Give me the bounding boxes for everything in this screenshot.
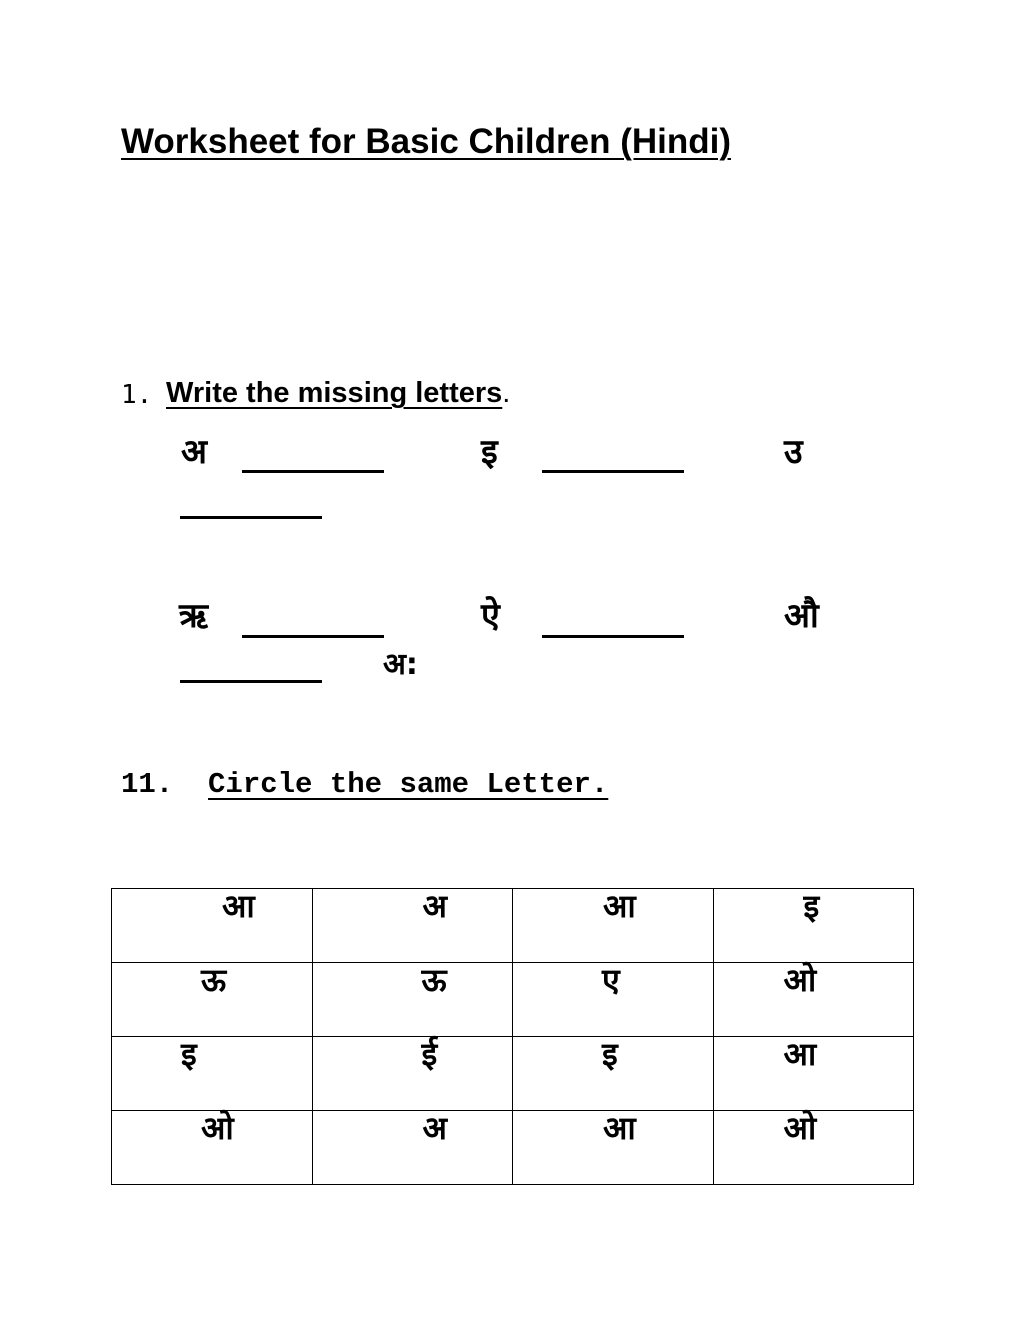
grid-cell[interactable] [513,1111,714,1185]
grid-cell-letter: आ [603,887,636,925]
grid-cell-letter: इ [803,887,820,925]
missing-letter-i: इ [481,432,498,472]
grid-cell[interactable] [713,1037,914,1111]
missing-letter-au: औ [784,596,819,636]
question-2-label [121,768,608,801]
grid-cell-letter: इ [602,1035,618,1073]
grid-cell-letter: ऊ [201,961,227,999]
grid-cell[interactable] [112,963,313,1037]
question-1-number: 1. [121,380,153,410]
grid-cell-letter: अ [422,1109,447,1147]
grid-cell[interactable] [312,963,513,1037]
missing-letter-a: अ [181,432,207,472]
missing-letter-u: उ [784,432,803,472]
answer-blank[interactable] [542,470,684,473]
missing-letter-ai: ऐ [481,596,500,636]
grid-cell-letter: आ [783,1035,817,1073]
question-1-period: . [502,377,511,409]
table-row [112,1037,914,1111]
table-row [112,963,914,1037]
grid-cell-letter: ओ [201,1109,234,1147]
grid-cell[interactable] [513,963,714,1037]
question-1-text: Write the missing letters [166,377,503,409]
answer-blank[interactable] [542,635,684,638]
missing-letter-ah: अ: [383,647,418,682]
grid-cell[interactable] [112,1111,313,1185]
grid-cell-letter: इ [181,1035,197,1073]
grid-cell[interactable] [312,889,513,963]
question-2-number: 11. [121,768,174,801]
answer-blank[interactable] [242,635,384,638]
grid-cell[interactable] [513,1037,714,1111]
answer-blank[interactable] [180,516,322,519]
grid-cell[interactable] [713,889,914,963]
grid-cell[interactable] [112,889,313,963]
grid-cell-letter: ऊ [421,961,447,999]
grid-cell-letter: ओ [783,961,817,999]
grid-cell-letter: ए [602,961,620,999]
grid-cell-letter: ई [421,1035,438,1073]
grid-cell-letter: आ [603,1109,636,1147]
table-row [112,1111,914,1185]
answer-blank[interactable] [180,680,322,683]
grid-cell-letter: ओ [783,1109,817,1147]
letter-grid [111,888,914,1185]
missing-letter-ri: ऋ [179,596,209,636]
grid-cell[interactable] [713,963,914,1037]
worksheet-title: Worksheet for Basic Children (Hindi) [121,122,731,161]
grid-cell[interactable] [312,1037,513,1111]
table-row [112,889,914,963]
grid-cell[interactable] [513,889,714,963]
grid-cell[interactable] [112,1037,313,1111]
question-2-text: Circle the same Letter. [208,768,609,801]
grid-cell-letter: आ [222,887,255,925]
grid-cell[interactable] [713,1111,914,1185]
grid-cell-letter: अ [422,887,447,925]
answer-blank[interactable] [242,470,384,473]
question-1-label [166,377,510,410]
grid-cell[interactable] [312,1111,513,1185]
